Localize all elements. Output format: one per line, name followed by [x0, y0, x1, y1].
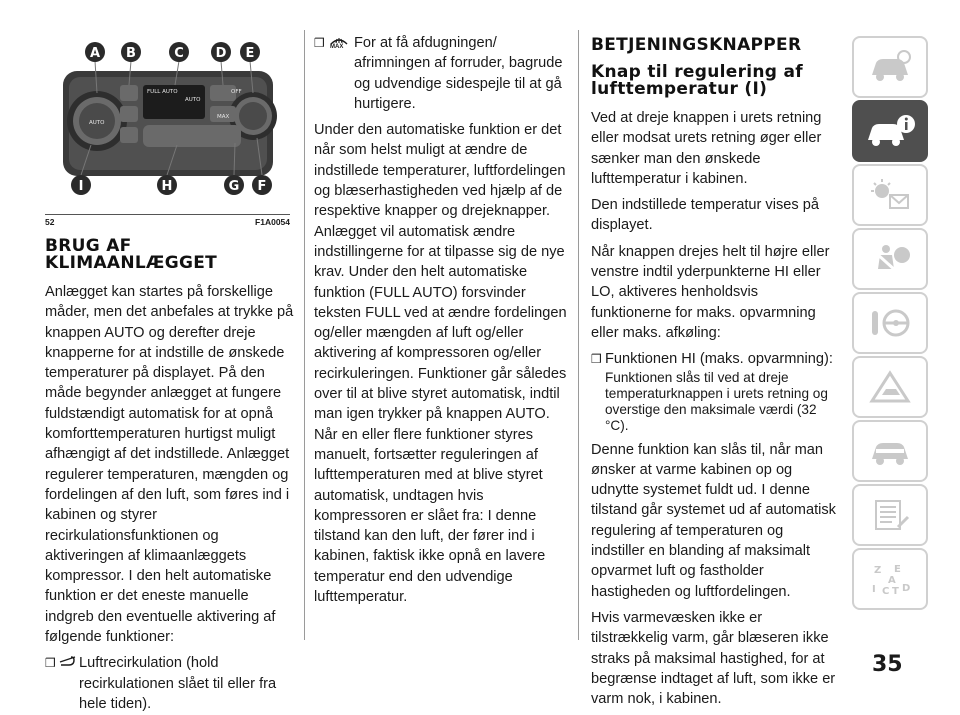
bullet-defrost [314, 33, 570, 114]
chapter-tabs [852, 36, 932, 612]
auto-mode-paragraph: Under den automatiske funktion er det når som helst muligt at ændre de indstillede temperaturer, luftfordelingen og blæserhastigheden ved hjælp af de respektive knapper og drejeknapper. Anlægget vil automatisk ændre indstillingerne for at tilpasse sig de nye krav. Under den helt automatiske funktion (FULL AUTO) forsvinder teksten FULL ved at ændre fordelingen og/eller mængden af luft og/eller aktivering af kompressoren og/eller recirkuleringen. Funktioner går således over til at blive styret automatisk, indtil man igen trykker på knappen AUTO. Når en eller flere funktioner styres manuelt, fortsætter reguleringen af lufttemperaturen med at blive styret automatisk, undtagen hvis kompressoren er slået fra: I denne tilstand kan den luft, der fører ind i kabinen, faktisk ikke opnå en lavere temperatur end den udvendige lufttemperatur. [314, 122, 567, 606]
figure-code: F1A0054 [255, 217, 290, 227]
paragraph-display: Den indstillede temperatur vises på displayet. [591, 197, 819, 234]
svg-text:D: D [902, 583, 911, 594]
tab-warning-lights[interactable] [852, 164, 928, 226]
paragraph-hi-lo: Når knappen drejes helt til højre eller venstre indtil yderpunkterne HI eller LO, aktiveres henholdsvis funktionerne for maks. opvarmning eller maks. afkøling: [591, 243, 830, 341]
paragraph-coolant: Hvis varmevæsken ikke er tilstrækkelig varm, går blæseren ikke straks på maksimal hastighed, for at begrænse indtaget af luft, som ikke er varm nok, i kabinen. [591, 609, 836, 708]
svg-text:C: C [882, 586, 890, 597]
callout-h: H [161, 179, 173, 194]
figure-caption [45, 214, 290, 227]
bullet-hi-detail: Funktionen slås til ved at dreje temperaturknappen i urets retning og overstige den maksimale værdi (32 °C). [605, 369, 828, 433]
page-number: 35 [872, 652, 903, 677]
warning-lights-icon [866, 177, 914, 213]
paragraph-turn-knob: Ved at dreje knappen i urets retning eller modsat urets retning øger eller sænker man den ønskede lufttemperatur i kabinen. [591, 110, 822, 187]
emergency-icon [866, 369, 914, 405]
paragraph-max-heat: Denne funktion kan slås til, når man ønsker at varme kabinen op og udnytte systemet fuldt ud. I denne tilstand går systemet ud af automatisk regulering af temperaturen og indstiller en blanding af maksimalt opvarmet luft og fastholder hastigheden og luftfordelingen. [591, 441, 836, 600]
callout-f: F [257, 179, 267, 194]
column-divider-1 [304, 30, 305, 640]
bullet-hi [591, 349, 839, 369]
alphabet-index-icon [866, 561, 914, 597]
car-info-icon [864, 112, 916, 150]
tab-starting-driving[interactable] [852, 292, 928, 354]
bullet-box-3: ❒ [591, 352, 602, 367]
column-1 [45, 238, 297, 714]
subheading-temperature-knob: Knap til regulering af lufttemperatur (I) [591, 62, 803, 99]
tab-emergency[interactable] [852, 356, 928, 418]
car-dashboard-icon [866, 49, 914, 85]
auto-label: AUTO [89, 120, 105, 126]
callout-g: G [228, 179, 240, 194]
svg-text:I: I [872, 584, 876, 595]
climate-panel-figure [45, 33, 290, 209]
tab-car-info[interactable] [852, 100, 928, 162]
max-text: MAX [330, 44, 344, 50]
intro-paragraph: Anlægget kan startes på forskellige måder, men det anbefales at trykke på knappen AUTO og derefter dreje knapperne for at indstille de ønskede temperaturer på displayet. På den måde begynder anlægget at fungere fuldstændigt automatisk for at opnå komforttemperaturen hurtigst muligt afhængigt af det indstillede. Anlægget regulerer temperaturen, mængden og fordelingen af den luft, som føres ind i kabinen og styrer recirkulationsfunktionen og aktiveringen af klimaanlæggets kompressor. I den helt automatiske funktion er det eneste manuelle indgreb den eventuelle aktivering af følgende funktioner: [45, 284, 294, 646]
safety-airbag-icon [866, 241, 914, 277]
bullet-box: ❒ [45, 656, 56, 671]
tab-dashboard[interactable] [852, 36, 928, 98]
svg-text:E: E [894, 564, 901, 575]
svg-text:A: A [888, 575, 896, 586]
svg-text:Z: Z [874, 565, 882, 576]
column-divider-2 [578, 30, 579, 640]
svg-text:T: T [892, 586, 899, 597]
callout-e: E [245, 46, 255, 61]
defrost-max-icon [328, 33, 354, 114]
off-label: OFF [231, 89, 242, 95]
bullet-hi-text: Funktionen HI (maks. opvarmning): [605, 351, 833, 368]
full-auto-label: FULL AUTO [147, 89, 178, 95]
tab-index[interactable] [852, 548, 928, 610]
callout-c: C [174, 46, 184, 61]
display-auto-label: AUTO [185, 97, 201, 103]
technical-data-icon [866, 497, 914, 533]
figure-page-ref: 52 [45, 217, 55, 227]
tab-technical-data[interactable] [852, 484, 928, 546]
steering-wheel-icon [866, 305, 914, 341]
bullet-recirculation-text: Luftrecirkulation (hold recirkulationen slået til eller fra hele tiden). [79, 655, 277, 712]
callout-d: D [215, 46, 227, 61]
tab-maintenance[interactable] [852, 420, 928, 482]
column-3 [591, 37, 839, 715]
callout-a: A [89, 46, 101, 61]
car-maintenance-icon [866, 433, 914, 469]
section-heading-betjening: BETJENINGSKNAPPER [591, 35, 802, 55]
bullet-box-2: ❒ [314, 36, 325, 50]
callout-b: B [126, 46, 136, 61]
max-label: MAX [217, 114, 230, 120]
column-2 [314, 33, 570, 613]
bullet-defrost-text: For at få afdugningen/ afrimningen af forruder, bagrude og udvendige sidespejle til at gå hurtigere. [354, 35, 563, 112]
callout-i: I [78, 179, 84, 194]
section-heading-brug: BRUG AF KLIMAANLÆGGET [45, 236, 218, 273]
tab-safety[interactable] [852, 228, 928, 290]
bullet-recirculation [45, 653, 297, 714]
recirculation-icon [59, 653, 79, 714]
climate-panel-illustration [45, 33, 290, 209]
